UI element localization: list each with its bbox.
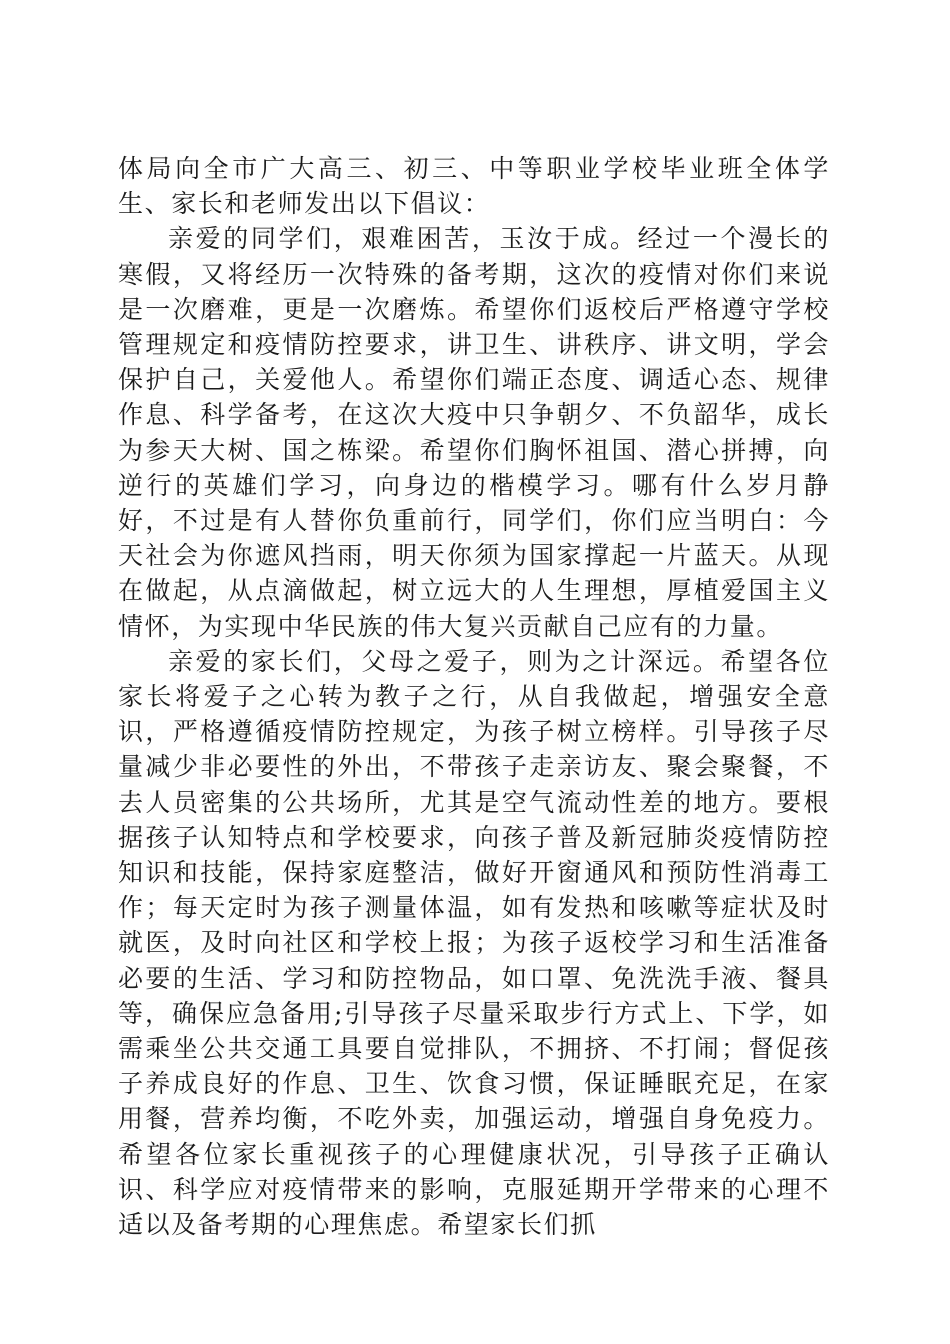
document-body [118, 151, 830, 1242]
paragraph-students: 亲爱的同学们，艰难困苦，玉汝于成。经过一个漫长的寒假，又将经历一次特殊的备考期，这次的疫情对你们来说是一次磨难，更是一次磨炼。希望你们返校后严格遵守学校管理规定和疫情防控要求，讲卫生、讲秩序、讲文明，学会保护自己，关爱他人。希望你们端正态度、调适心态、规律作息、科学备考，在这次大疫中只争朝夕、不负韶华，成长为参天大树、国之栋梁。希望你们胸怀祖国、潜心拼搏，向逆行的英雄们学习，向身边的楷模学习。哪有什么岁月静好，不过是有人替你负重前行，同学们，你们应当明白：今天社会为你遮风挡雨，明天你须为国家撑起一片蓝天。从现在做起，从点滴做起，树立远大的人生理想，厚植爱国主义情怀，为实现中华民族的伟大复兴贡献自己应有的力量。 [118, 224, 830, 641]
paragraph-parents: 亲爱的家长们，父母之爱子，则为之计深远。希望各位家长将爱子之心转为教子之行，从自我做起，增强安全意识，严格遵循疫情防控规定，为孩子树立榜样。引导孩子尽量减少非必要性的外出，不带孩子走亲访友、聚会聚餐，不去人员密集的公共场所，尤其是空气流动性差的地方。要根据孩子认知特点和学校要求，向孩子普及新冠肺炎疫情防控知识和技能，保持家庭整洁，做好开窗通风和预防性消毒工作；每天定时为孩子测量体温，如有发热和咳嗽等症状及时就医，及时向社区和学校上报；为孩子返校学习和生活准备必要的生活、学习和防控物品，如口罩、免洗洗手液、餐具等，确保应急备用;引导孩子尽量采取步行方式上、下学，如需乘坐公共交通工具要自觉排队，不拥挤、不打闹；督促孩子养成良好的作息、卫生、饮食习惯，保证睡眠充足，在家用餐，营养均衡，不吃外卖，加强运动，增强自身免疫力。希望各位家长重视孩子的心理健康状况，引导孩子正确认识、科学应对疫情带来的影响，克服延期开学带来的心理不适以及备考期的心理焦虑。希望家长们抓 [118, 646, 830, 1240]
paragraph-intro: 体局向全市广大高三、初三、中等职业学校毕业班全体学生、家长和老师发出以下倡议： [118, 154, 830, 219]
